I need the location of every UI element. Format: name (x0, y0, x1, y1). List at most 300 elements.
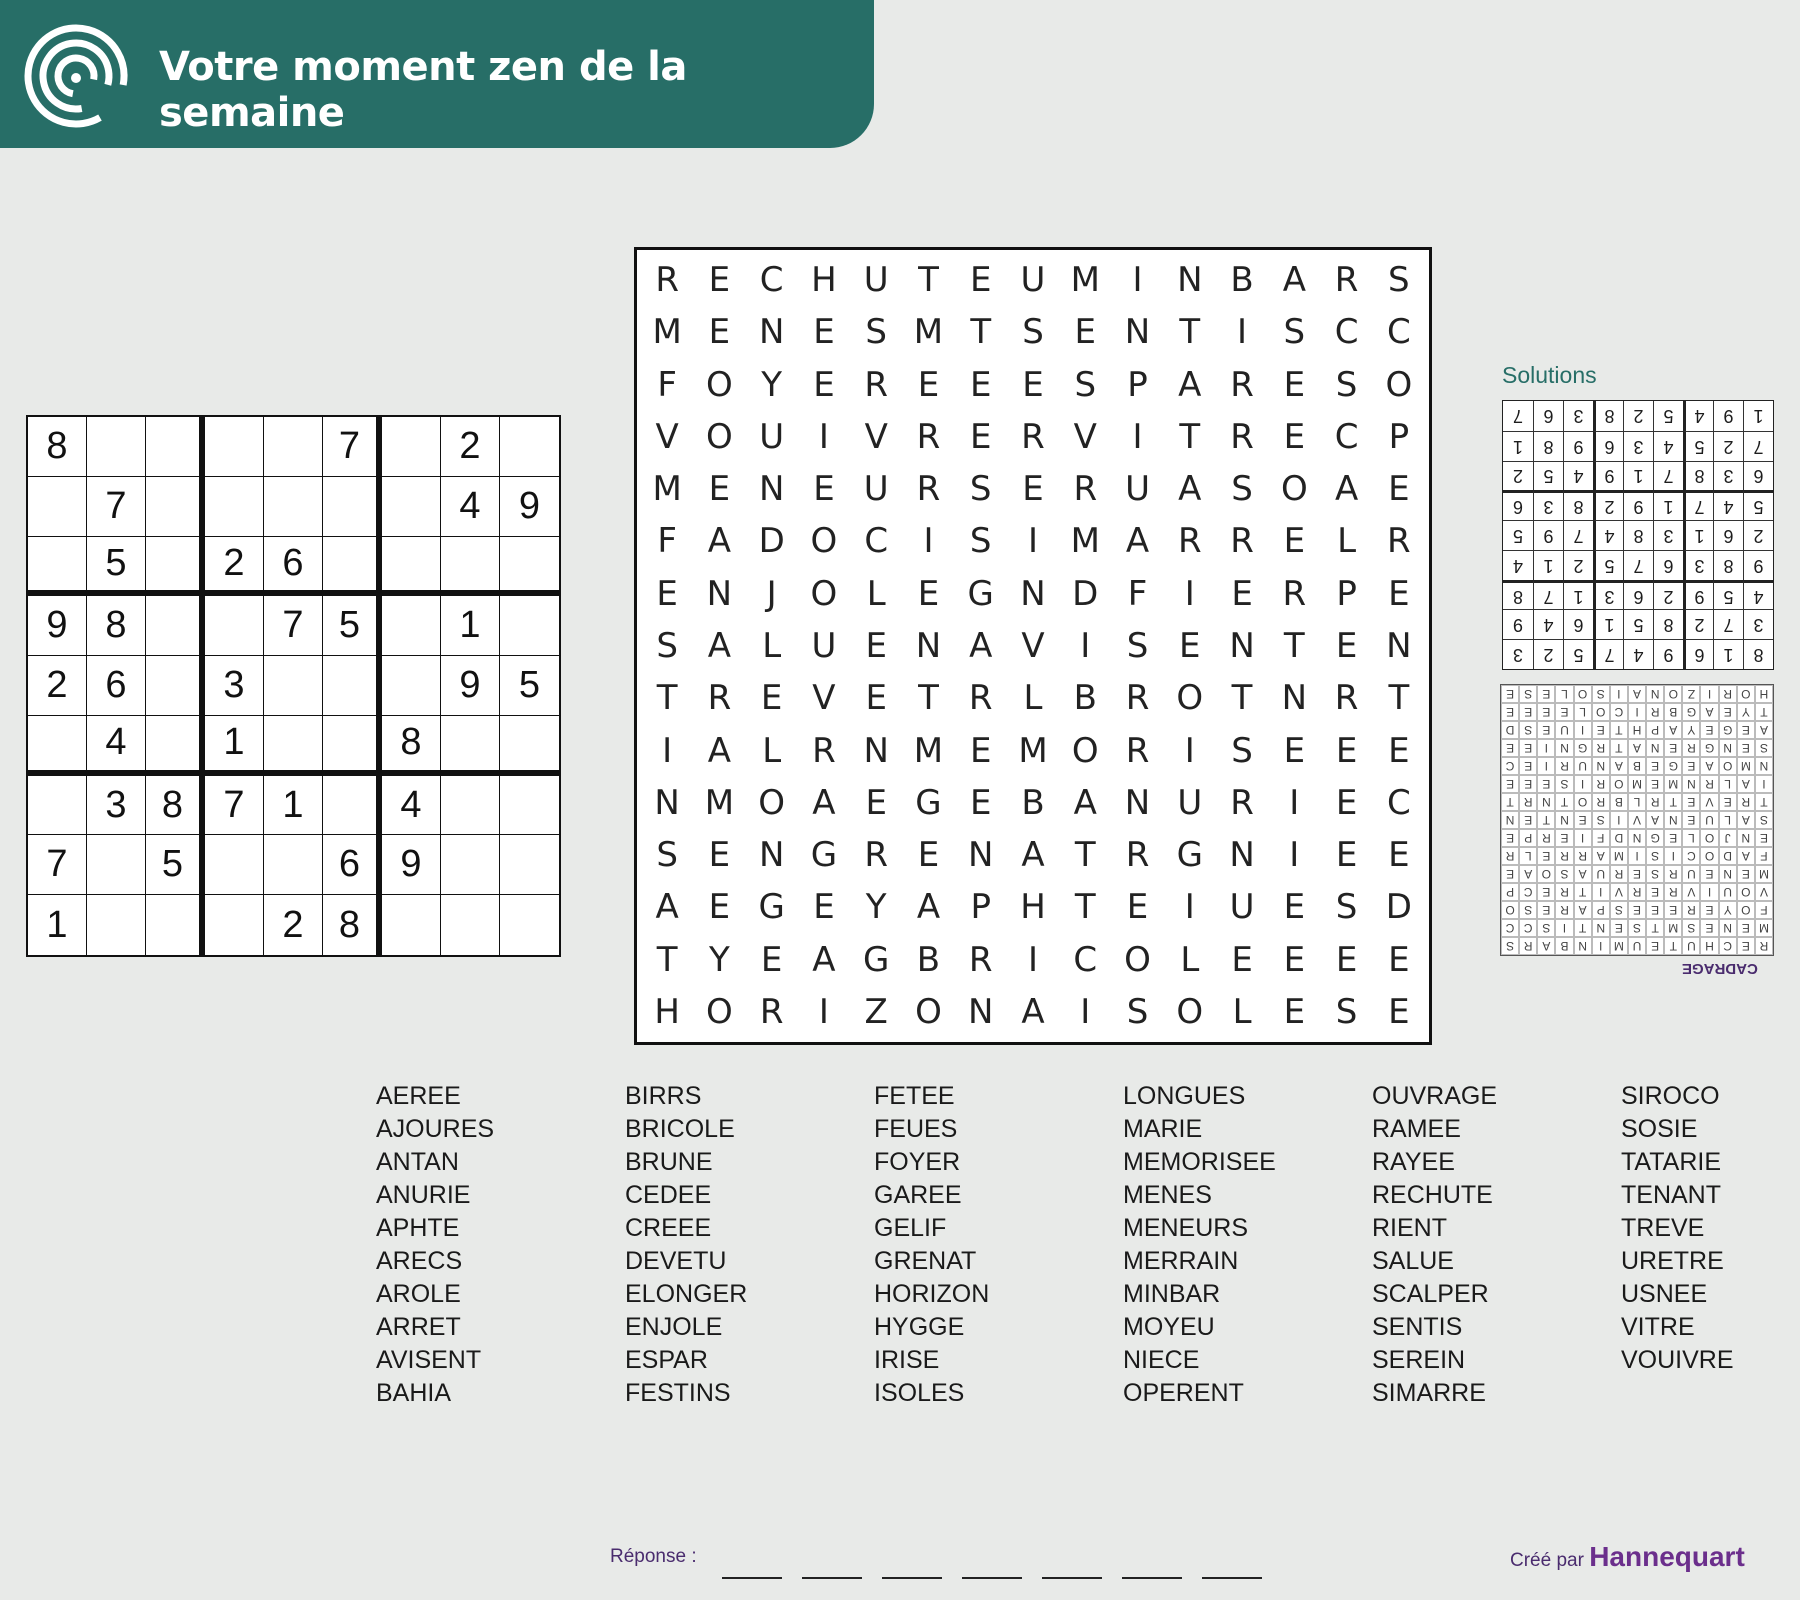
sudoku-cell[interactable] (87, 895, 146, 955)
wordsearch-letter[interactable]: A (1021, 835, 1045, 876)
wordsearch-letter[interactable]: M (1018, 730, 1048, 771)
wordsearch-letter[interactable]: A (1178, 364, 1202, 405)
wordsearch-letter[interactable]: R (1334, 260, 1359, 301)
sudoku-cell[interactable]: 9 (441, 656, 500, 716)
sudoku-cell[interactable]: 6 (264, 537, 323, 597)
wordsearch-letter[interactable]: R (1021, 416, 1045, 457)
sudoku-cell[interactable]: 8 (87, 596, 146, 656)
wordsearch-letter[interactable]: Z (864, 991, 888, 1032)
wordsearch-letter[interactable]: A (1021, 991, 1045, 1032)
wordsearch-letter[interactable]: E (1335, 939, 1358, 980)
sudoku-cell[interactable] (87, 835, 146, 895)
answer-blank[interactable] (802, 1577, 862, 1579)
wordsearch-letter[interactable]: R (1230, 782, 1254, 823)
wordsearch-letter[interactable]: O (706, 416, 733, 457)
wordsearch-letter[interactable]: E (1022, 364, 1044, 405)
sudoku-cell[interactable]: 4 (382, 776, 441, 836)
wordsearch-letter[interactable]: C (759, 260, 784, 301)
sudoku-cell[interactable]: 8 (28, 417, 87, 477)
wordsearch-letter[interactable]: V (864, 416, 888, 457)
sudoku-cell[interactable] (441, 835, 500, 895)
sudoku-cell[interactable]: 7 (87, 477, 146, 537)
wordsearch-letter[interactable]: F (657, 364, 677, 405)
wordsearch-letter[interactable]: O (758, 782, 786, 823)
wordsearch-letter[interactable]: G (758, 887, 785, 928)
wordsearch-letter[interactable]: A (1282, 260, 1306, 301)
sudoku-cell[interactable]: 9 (382, 835, 441, 895)
wordsearch-letter[interactable]: S (1074, 364, 1097, 405)
wordsearch-letter[interactable]: F (657, 521, 677, 562)
wordsearch-letter[interactable]: E (813, 887, 835, 928)
wordsearch-letter[interactable]: U (759, 416, 785, 457)
wordsearch-letter[interactable]: T (918, 260, 939, 301)
wordsearch-letter[interactable]: Y (709, 939, 730, 980)
wordsearch-letter[interactable]: R (812, 730, 836, 771)
wordsearch-letter[interactable]: E (969, 730, 992, 771)
wordsearch-letter[interactable]: S (1335, 991, 1358, 1032)
sudoku-cell[interactable] (205, 835, 264, 895)
sudoku-cell[interactable] (441, 716, 500, 776)
wordsearch-letter[interactable]: R (1230, 364, 1254, 405)
sudoku-cell[interactable]: 5 (500, 656, 559, 716)
sudoku-cell[interactable] (323, 477, 382, 537)
wordsearch-letter[interactable]: E (917, 573, 940, 614)
wordsearch-letter[interactable]: R (1230, 521, 1254, 562)
wordsearch-letter[interactable]: G (810, 835, 838, 876)
wordsearch-letter[interactable]: N (1386, 625, 1412, 666)
sudoku-cell[interactable] (500, 895, 559, 955)
answer-blank[interactable] (722, 1577, 782, 1579)
wordsearch-letter[interactable]: N (758, 835, 785, 876)
wordsearch-letter[interactable]: T (970, 312, 992, 353)
wordsearch-letter[interactable]: O (1385, 364, 1413, 405)
wordsearch-letter[interactable]: C (1386, 312, 1411, 353)
wordsearch-letter[interactable]: L (1023, 678, 1043, 719)
wordsearch-letter[interactable]: C (1334, 416, 1359, 457)
wordsearch-letter[interactable]: B (1073, 678, 1097, 719)
sudoku-cell[interactable] (205, 895, 264, 955)
wordsearch-letter[interactable]: O (1071, 730, 1099, 771)
wordsearch-letter[interactable]: I (818, 991, 829, 1032)
sudoku-cell[interactable] (146, 895, 205, 955)
wordsearch-letter[interactable]: E (1231, 573, 1253, 614)
wordsearch-letter[interactable]: E (760, 678, 783, 719)
wordsearch-letter[interactable]: U (863, 469, 889, 510)
wordsearch-letter[interactable]: S (1388, 260, 1410, 301)
wordsearch-letter[interactable]: S (969, 469, 992, 510)
wordsearch-letter[interactable]: R (655, 260, 679, 301)
wordsearch-letter[interactable]: R (1177, 521, 1202, 562)
sudoku-cell[interactable] (146, 656, 205, 716)
sudoku-cell[interactable]: 4 (87, 716, 146, 776)
sudoku-cell[interactable] (441, 776, 500, 836)
wordsearch-letter[interactable]: N (915, 625, 942, 666)
sudoku-cell[interactable]: 8 (323, 895, 382, 955)
sudoku-cell[interactable] (500, 716, 559, 776)
wordsearch-letter[interactable]: M (652, 312, 682, 353)
sudoku-cell[interactable]: 1 (28, 895, 87, 955)
wordsearch-letter[interactable]: E (969, 782, 992, 823)
sudoku-cell[interactable] (264, 417, 323, 477)
wordsearch-letter[interactable]: Y (865, 887, 887, 928)
sudoku-cell[interactable] (205, 477, 264, 537)
wordsearch-letter[interactable]: U (1229, 887, 1255, 928)
wordsearch-letter[interactable]: E (1388, 730, 1410, 771)
wordsearch-letter[interactable]: J (766, 573, 777, 614)
wordsearch-letter[interactable]: I (1237, 312, 1248, 353)
wordsearch-letter[interactable]: R (759, 991, 784, 1032)
wordsearch-letter[interactable]: R (968, 939, 993, 980)
wordsearch-letter[interactable]: D (1385, 887, 1412, 928)
wordsearch-letter[interactable]: G (967, 573, 994, 614)
wordsearch-letter[interactable]: R (1230, 416, 1254, 457)
wordsearch-letter[interactable]: E (1022, 469, 1044, 510)
sudoku-cell[interactable] (382, 417, 441, 477)
wordsearch-letter[interactable]: E (969, 364, 992, 405)
sudoku-cell[interactable] (500, 537, 559, 597)
wordsearch-letter[interactable]: E (1388, 835, 1410, 876)
sudoku-cell[interactable]: 9 (500, 477, 559, 537)
sudoku-cell[interactable]: 7 (323, 417, 382, 477)
wordsearch-letter[interactable]: E (1283, 730, 1306, 771)
sudoku-cell[interactable] (264, 656, 323, 716)
sudoku-cell[interactable] (382, 477, 441, 537)
wordsearch-letter[interactable]: O (1176, 678, 1204, 719)
wordsearch-letter[interactable]: A (812, 782, 836, 823)
wordsearch-letter[interactable]: S (656, 835, 678, 876)
wordsearch-letter[interactable]: O (1280, 469, 1308, 510)
sudoku-cell[interactable] (382, 537, 441, 597)
wordsearch-letter[interactable]: V (812, 678, 836, 719)
wordsearch-letter[interactable]: S (1022, 312, 1044, 353)
wordsearch-letter[interactable]: I (1132, 416, 1143, 457)
answer-blank[interactable] (1042, 1577, 1102, 1579)
wordsearch-letter[interactable]: A (707, 521, 732, 562)
sudoku-cell[interactable]: 2 (205, 537, 264, 597)
wordsearch-letter[interactable]: P (1336, 573, 1357, 614)
wordsearch-letter[interactable]: O (810, 521, 838, 562)
wordsearch-letter[interactable]: R (864, 835, 888, 876)
wordsearch-letter[interactable]: A (655, 887, 679, 928)
sudoku-cell[interactable] (205, 596, 264, 656)
wordsearch-letter[interactable]: L (1232, 991, 1252, 1032)
sudoku-cell[interactable] (500, 776, 559, 836)
wordsearch-letter[interactable]: G (1176, 835, 1203, 876)
sudoku-cell[interactable] (382, 656, 441, 716)
sudoku-cell[interactable] (28, 716, 87, 776)
wordsearch-letter[interactable]: R (968, 678, 993, 719)
wordsearch-letter[interactable]: E (1283, 887, 1306, 928)
wordsearch-letter[interactable]: R (916, 469, 941, 510)
wordsearch-letter[interactable]: U (811, 625, 837, 666)
wordsearch-letter[interactable]: L (866, 573, 886, 614)
wordsearch-letter[interactable]: E (708, 887, 731, 928)
sudoku-cell[interactable] (264, 716, 323, 776)
sudoku-cell[interactable]: 7 (264, 596, 323, 656)
wordsearch-letter[interactable]: E (969, 416, 992, 457)
wordsearch-letter[interactable]: N (1124, 782, 1151, 823)
wordsearch-letter[interactable]: T (1283, 625, 1305, 666)
sudoku-cell[interactable] (28, 537, 87, 597)
wordsearch-letter[interactable]: S (1335, 364, 1358, 405)
wordsearch-letter[interactable]: N (1124, 312, 1151, 353)
wordsearch-letter[interactable]: E (813, 469, 835, 510)
wordsearch-letter[interactable]: H (811, 260, 837, 301)
wordsearch-letter[interactable]: G (863, 939, 890, 980)
sudoku-cell[interactable] (264, 477, 323, 537)
wordsearch-letter[interactable]: S (865, 312, 887, 353)
wordsearch-letter[interactable]: T (656, 678, 678, 719)
wordsearch-letter[interactable]: N (654, 782, 680, 823)
wordsearch-letter[interactable]: S (1335, 887, 1358, 928)
sudoku-cell[interactable]: 5 (87, 537, 146, 597)
wordsearch-letter[interactable]: C (1386, 782, 1411, 823)
wordsearch-letter[interactable]: R (1125, 835, 1150, 876)
answer-blank[interactable] (962, 1577, 1022, 1579)
wordsearch-letter[interactable]: E (1388, 469, 1410, 510)
wordsearch-letter[interactable]: T (1231, 678, 1253, 719)
wordsearch-letter[interactable]: U (1020, 260, 1046, 301)
wordsearch-letter[interactable]: A (1178, 469, 1202, 510)
answer-blank[interactable] (882, 1577, 942, 1579)
wordsearch-letter[interactable]: E (813, 312, 835, 353)
wordsearch-letter[interactable]: A (916, 887, 941, 928)
wordsearch-letter[interactable]: N (968, 835, 994, 876)
wordsearch-letter[interactable]: A (1334, 469, 1359, 510)
wordsearch-letter[interactable]: E (865, 625, 887, 666)
wordsearch-letter[interactable]: M (1070, 521, 1100, 562)
wordsearch-letter[interactable]: R (1334, 678, 1359, 719)
wordsearch-letter[interactable]: I (1080, 991, 1091, 1032)
wordsearch-letter[interactable]: R (864, 364, 888, 405)
wordsearch-letter[interactable]: I (1184, 730, 1195, 771)
sudoku-cell[interactable]: 5 (323, 596, 382, 656)
answer-blank[interactable] (1122, 1577, 1182, 1579)
wordsearch-letter[interactable]: E (1074, 312, 1096, 353)
sudoku-cell[interactable] (382, 596, 441, 656)
sudoku-cell[interactable] (146, 417, 205, 477)
wordsearch-letter[interactable]: E (1335, 730, 1358, 771)
wordsearch-letter[interactable]: R (1387, 521, 1411, 562)
wordsearch-letter[interactable]: Y (761, 364, 783, 405)
wordsearch-letter[interactable]: N (863, 730, 889, 771)
wordsearch-letter[interactable]: T (1179, 416, 1201, 457)
wordsearch-letter[interactable]: E (760, 939, 783, 980)
wordsearch-letter[interactable]: S (969, 521, 992, 562)
wordsearch-letter[interactable]: N (1177, 260, 1203, 301)
wordsearch-letter[interactable]: E (1231, 939, 1253, 980)
sudoku-cell[interactable] (205, 417, 264, 477)
wordsearch-letter[interactable]: E (1335, 782, 1358, 823)
wordsearch-letter[interactable]: A (1073, 782, 1097, 823)
wordsearch-letter[interactable]: N (1281, 678, 1308, 719)
sudoku-cell[interactable] (146, 596, 205, 656)
wordsearch-letter[interactable]: E (708, 835, 731, 876)
wordsearch-letter[interactable]: P (1127, 364, 1148, 405)
sudoku-cell[interactable]: 7 (205, 776, 264, 836)
sudoku-cell[interactable] (323, 656, 382, 716)
wordsearch-letter[interactable]: T (1388, 678, 1410, 719)
wordsearch-letter[interactable]: E (656, 573, 678, 614)
wordsearch-letter[interactable]: E (1126, 887, 1149, 928)
wordsearch-letter[interactable]: R (916, 416, 941, 457)
wordsearch-letter[interactable]: M (1070, 260, 1100, 301)
sudoku-cell[interactable]: 4 (441, 477, 500, 537)
wordsearch-letter[interactable]: E (1388, 573, 1410, 614)
wordsearch-letter[interactable]: E (1388, 991, 1410, 1032)
sudoku-cell[interactable] (500, 596, 559, 656)
wordsearch-letter[interactable]: G (915, 782, 942, 823)
wordsearch-letter[interactable]: P (970, 887, 991, 928)
wordsearch-letter[interactable]: A (707, 625, 732, 666)
wordsearch-letter[interactable]: S (1283, 312, 1306, 353)
wordsearch-letter[interactable]: T (656, 939, 678, 980)
wordsearch-letter[interactable]: M (704, 782, 735, 823)
sudoku-cell[interactable] (28, 477, 87, 537)
sudoku-cell[interactable]: 7 (28, 835, 87, 895)
wordsearch-letter[interactable]: N (758, 469, 785, 510)
wordsearch-letter[interactable]: T (1074, 887, 1096, 928)
wordsearch-letter[interactable]: O (915, 991, 942, 1032)
wordsearch-letter[interactable]: F (1127, 573, 1148, 614)
wordsearch-letter[interactable]: B (1021, 782, 1045, 823)
wordsearch-letter[interactable]: V (1073, 416, 1097, 457)
sudoku-cell[interactable]: 1 (441, 596, 500, 656)
sudoku-cell[interactable] (441, 895, 500, 955)
wordsearch-letter[interactable]: A (1125, 521, 1150, 562)
wordsearch-letter[interactable]: I (1184, 573, 1195, 614)
wordsearch-letter[interactable]: E (1283, 364, 1306, 405)
sudoku-cell[interactable]: 2 (264, 895, 323, 955)
sudoku-cell[interactable]: 9 (28, 596, 87, 656)
sudoku-cell[interactable] (146, 537, 205, 597)
wordsearch-letter[interactable]: I (1184, 887, 1195, 928)
wordsearch-letter[interactable]: O (1124, 939, 1151, 980)
wordsearch-letter[interactable]: E (1283, 991, 1306, 1032)
wordsearch-letter[interactable]: E (1283, 939, 1306, 980)
wordsearch-letter[interactable]: I (1027, 939, 1038, 980)
wordsearch-letter[interactable]: L (762, 625, 782, 666)
wordsearch-letter[interactable]: E (813, 364, 835, 405)
sudoku-cell[interactable] (146, 716, 205, 776)
wordsearch-letter[interactable]: N (968, 991, 994, 1032)
wordsearch-letter[interactable]: O (1176, 991, 1204, 1032)
wordsearch-letter[interactable]: I (1132, 260, 1143, 301)
sudoku-cell[interactable]: 2 (441, 417, 500, 477)
wordsearch-letter[interactable]: R (707, 678, 732, 719)
wordsearch-letter[interactable]: M (913, 312, 944, 353)
sudoku-cell[interactable]: 3 (205, 656, 264, 716)
wordsearch-letter[interactable]: I (923, 521, 934, 562)
sudoku-cell[interactable]: 8 (146, 776, 205, 836)
wordsearch-letter[interactable]: V (1021, 625, 1045, 666)
wordsearch-letter[interactable]: E (1283, 521, 1306, 562)
wordsearch-letter[interactable]: U (863, 260, 889, 301)
sudoku-cell[interactable]: 6 (323, 835, 382, 895)
sudoku-cell[interactable]: 5 (146, 835, 205, 895)
wordsearch-letter[interactable]: C (1073, 939, 1098, 980)
wordsearch-letter[interactable]: L (762, 730, 782, 771)
wordsearch-letter[interactable]: R (1125, 730, 1150, 771)
sudoku-cell[interactable] (323, 716, 382, 776)
wordsearch-letter[interactable]: E (708, 312, 731, 353)
wordsearch-letter[interactable]: O (706, 364, 733, 405)
wordsearch-letter[interactable]: E (708, 260, 731, 301)
wordsearch-letter[interactable]: T (1179, 312, 1201, 353)
wordsearch-letter[interactable]: N (1229, 835, 1255, 876)
wordsearch-letter[interactable]: I (818, 416, 829, 457)
sudoku-cell[interactable]: 6 (87, 656, 146, 716)
wordsearch-letter[interactable]: S (1126, 625, 1149, 666)
sudoku-cell[interactable] (87, 417, 146, 477)
wordsearch-letter[interactable]: U (1177, 782, 1203, 823)
sudoku-cell[interactable] (323, 537, 382, 597)
sudoku-cell[interactable] (28, 776, 87, 836)
wordsearch-letter[interactable]: A (707, 730, 732, 771)
wordsearch-letter[interactable]: E (917, 364, 940, 405)
wordsearch-letter[interactable]: C (1334, 312, 1359, 353)
wordsearch-letter[interactable]: E (1335, 835, 1358, 876)
wordsearch-letter[interactable]: I (1027, 521, 1038, 562)
wordsearch-letter[interactable]: O (706, 991, 733, 1032)
wordsearch-letter[interactable]: M (913, 730, 944, 771)
wordsearch-letter[interactable]: D (1072, 573, 1099, 614)
wordsearch-letter[interactable]: S (1126, 991, 1149, 1032)
wordsearch-letter[interactable]: L (1180, 939, 1200, 980)
wordsearch-letter[interactable]: N (1020, 573, 1046, 614)
wordsearch-letter[interactable]: N (706, 573, 733, 614)
sudoku-cell[interactable]: 1 (205, 716, 264, 776)
wordsearch-letter[interactable]: B (1230, 260, 1254, 301)
wordsearch-letter[interactable]: D (758, 521, 785, 562)
sudoku-cell[interactable]: 2 (28, 656, 87, 716)
wordsearch-letter[interactable]: V (655, 416, 679, 457)
wordsearch-letter[interactable]: E (969, 260, 992, 301)
wordsearch-letter[interactable]: H (654, 991, 680, 1032)
wordsearch-letter[interactable]: A (812, 939, 836, 980)
wordsearch-letter[interactable]: T (1074, 835, 1096, 876)
wordsearch-letter[interactable]: H (1020, 887, 1046, 928)
sudoku-cell[interactable] (146, 477, 205, 537)
wordsearch-letter[interactable]: E (865, 782, 887, 823)
sudoku-cell[interactable]: 3 (87, 776, 146, 836)
wordsearch-letter[interactable]: T (918, 678, 939, 719)
answer-blank[interactable] (1202, 1577, 1262, 1579)
sudoku-cell[interactable] (500, 417, 559, 477)
wordsearch-letter[interactable]: E (1388, 939, 1410, 980)
wordsearch-letter[interactable]: O (810, 573, 838, 614)
wordsearch-letter[interactable]: E (917, 835, 940, 876)
wordsearch-letter[interactable]: L (1337, 521, 1357, 562)
sudoku-cell[interactable] (500, 835, 559, 895)
wordsearch-letter[interactable]: E (1335, 625, 1358, 666)
wordsearch-letter[interactable]: A (969, 625, 993, 666)
wordsearch-letter[interactable]: S (1231, 469, 1253, 510)
wordsearch-letter[interactable]: R (1125, 678, 1150, 719)
wordsearch-letter[interactable]: B (916, 939, 941, 980)
sudoku-cell[interactable] (323, 776, 382, 836)
wordsearch-letter[interactable]: R (1282, 573, 1307, 614)
wordsearch-letter[interactable]: M (652, 469, 682, 510)
wordsearch-letter[interactable]: U (1125, 469, 1150, 510)
wordsearch-letter[interactable]: I (1289, 782, 1300, 823)
wordsearch-letter[interactable]: I (662, 730, 673, 771)
sudoku-cell[interactable] (264, 835, 323, 895)
sudoku-cell[interactable]: 8 (382, 716, 441, 776)
wordsearch-letter[interactable]: N (758, 312, 785, 353)
wordsearch-letter[interactable]: I (1289, 835, 1300, 876)
wordsearch-letter[interactable]: S (656, 625, 678, 666)
